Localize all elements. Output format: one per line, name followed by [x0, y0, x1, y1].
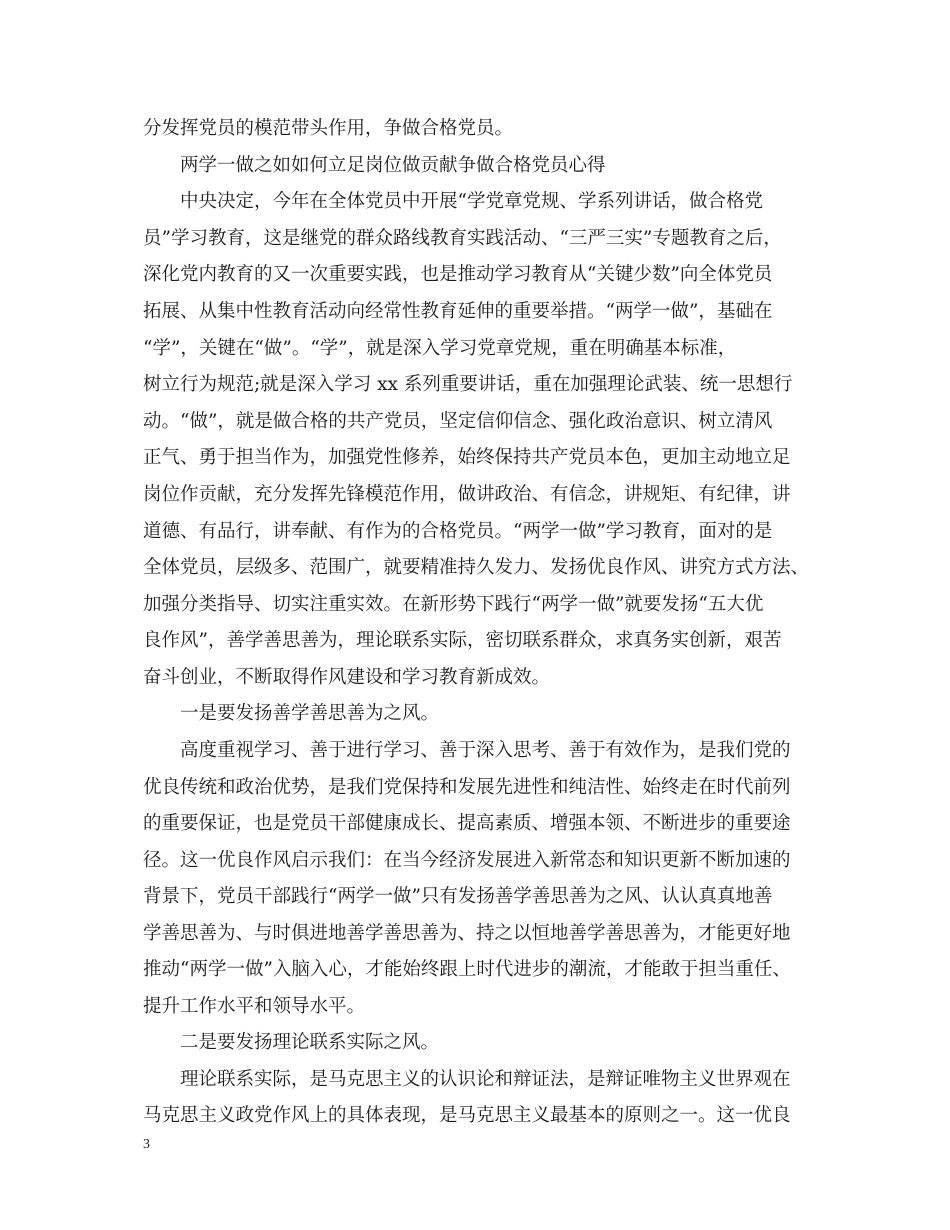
text-line: “学”，关键在“做”。“学”，就是深入学习党章党规，重在明确基本标准， — [143, 338, 737, 359]
text-line: 高度重视学习、善于进行学习、善于深入思考、善于有效作为，是我们党的 — [143, 740, 791, 761]
text-line: 良作风”，善学善思善为，理论联系实际，密切联系群众，求真务实创新，艰苦 — [143, 630, 782, 651]
text-line: 推动“两学一做”入脑入心，才能始终跟上时代进步的潮流，才能敢于担当重任、 — [143, 959, 791, 980]
section-heading: 一是要发扬善学善思善为之风。 — [143, 703, 440, 724]
text-line: 正气、勇于担当作为，加强党性修养，始终保持共产党员本色，更加主动地立足 — [143, 447, 791, 468]
text-line: 树立行为规范;就是深入学习 xx 系列重要讲话，重在加强理论武装、统一思想行 — [143, 374, 793, 395]
text-line: 优良传统和政治优势，是我们党保持和发展先进性和纯洁性、始终走在时代前列 — [143, 777, 791, 798]
text-line: 全体党员，层级多、范围广，就要精准持久发力、发扬优良作风、讲究方式方法、 — [143, 557, 810, 578]
text-line: 马克思主义政党作风上的具体表现，是马克思主义最基本的原则之一。这一优良 — [143, 1105, 791, 1126]
text-line: 岗位作贡献，充分发挥先锋模范作用，做讲政治、有信念，讲规矩、有纪律，讲 — [143, 484, 791, 505]
text-line: 奋斗创业，不断取得作风建设和学习教育新成效。 — [143, 667, 551, 688]
text-line: 加强分类指导、切实注重实效。在新形势下践行“两学一做”就要发扬“五大优 — [143, 594, 764, 615]
text-line: 理论联系实际，是马克思主义的认识论和辩证法，是辩证唯物主义世界观在 — [143, 1069, 791, 1090]
text-line: 分发挥党员的模范带头作用，争做合格党员。 — [143, 118, 514, 139]
text-line: 中央决定，今年在全体党员中开展“学党章党规、学系列讲话，做合格党 — [143, 191, 763, 212]
text-line: 提升工作水平和领导水平。 — [143, 996, 366, 1017]
text-line: 径。这一优良作风启示我们：在当今经济发展进入新常态和知识更新不断加速的 — [143, 850, 791, 871]
text-line: 背景下，党员干部践行“两学一做”只有发扬善学善思善为之风、认认真真地善 — [143, 886, 773, 907]
section-heading: 二是要发扬理论联系实际之风。 — [143, 1032, 440, 1053]
page-number: 3 — [143, 1137, 150, 1152]
text-line: 学善思善为、与时俱进地善学善思善为、持之以恒地善学善思善为，才能更好地 — [143, 923, 791, 944]
text-line: 员”学习教育，这是继党的群众路线教育实践活动、“三严三实”专题教育之后， — [143, 228, 782, 249]
text-line: 拓展、从集中性教育活动向经常性教育延伸的重要举措。“两学一做”，基础在 — [143, 301, 773, 322]
text-line: 的重要保证，也是党员干部健康成长、提高素质、增强本领、不断进步的重要途 — [143, 813, 791, 834]
text-line: 动。“做”，就是做合格的共产党员，坚定信仰信念、强化政治意识、树立清风 — [143, 411, 773, 432]
text-line: 道德、有品行，讲奉献、有作为的合格党员。“两学一做”学习教育，面对的是 — [143, 521, 773, 542]
section-title: 两学一做之如如何立足岗位做贡献争做合格党员心得 — [143, 155, 606, 176]
text-line: 深化党内教育的又一次重要实践，也是推动学习教育从“关键少数”向全体党员 — [143, 264, 773, 285]
